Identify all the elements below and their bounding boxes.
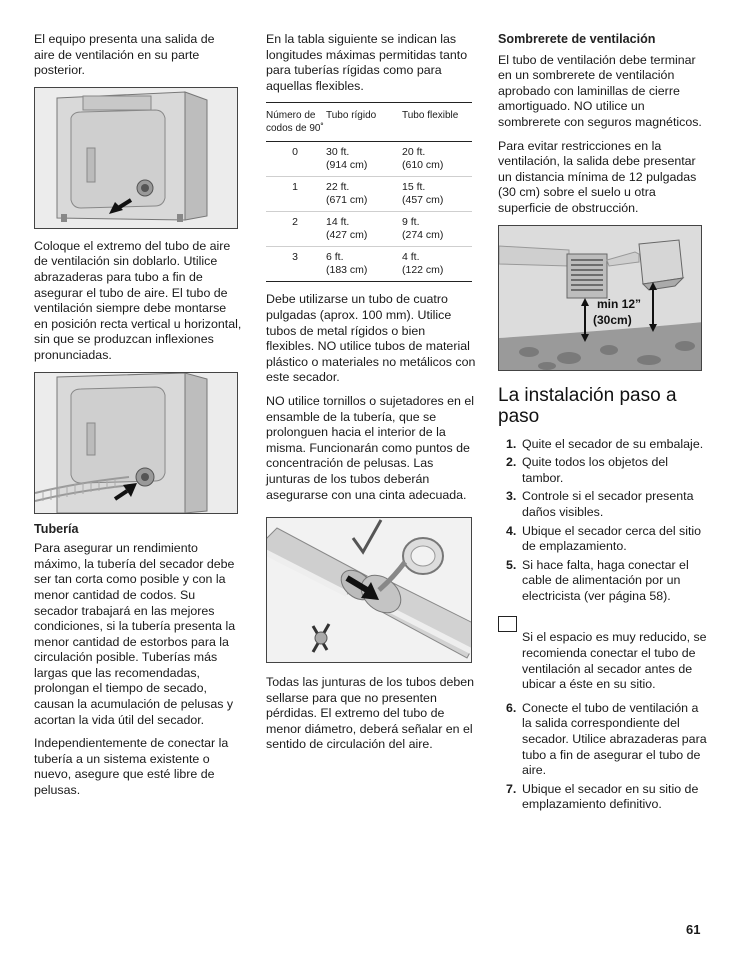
rigido-cm: (183 cm)	[326, 264, 368, 277]
cell-rigido	[326, 247, 402, 282]
tube-material-paragraph: Debe utilizarse un tubo de cuatro pulgadas (aprox. 100 mm). Utilice tubos de metal rígidos o bien flexibles. NO utilice tubos de material plástico o materiales no metálicos con este secador.	[266, 292, 476, 385]
step-text: Ubique el secador cerca del sitio de emplazamiento.	[522, 523, 702, 554]
cell-rigido	[326, 142, 402, 177]
step-number: 6.	[506, 700, 517, 715]
vent-tube-instructions: Coloque el extremo del tubo de aire de ventilación sin doblarlo. Utilice abrazaderas para tubo a fin de asegurar el tubo de aire. El tubo de ventilación siempre debe montarse en posición recta vertical u horizontal, sin que se produzcan inflexiones pronunciadas.	[34, 238, 242, 362]
sombrerete-paragraph: El tubo de ventilación debe terminar en un sombrerete de ventilación aprobado con laminillas de cierre amortiguado. NO utilice un sombrerete con seguros magnéticos.	[498, 52, 702, 129]
flexible-cm: (274 cm)	[402, 229, 444, 242]
seal-joints-paragraph: Todas las junturas de los tubos deben sellarse para que no presenten pérdidas. El extremo del tubo de menor diámetro, deberá señalar en el sentido de circulación del aire.	[266, 675, 475, 752]
step-number: 1.	[506, 436, 517, 451]
list-item	[498, 701, 708, 779]
flexible-cm: (457 cm)	[402, 194, 444, 207]
rigido-ft: 6 ft.	[326, 251, 344, 264]
tube-joint-tape-image	[267, 518, 472, 663]
rigido-cm: (914 cm)	[326, 159, 368, 172]
table-row	[266, 177, 472, 212]
header-codos: Número de codos de 90˚	[266, 103, 326, 142]
lint-free-paragraph: Independientemente de conectar la tubería a un sistema existente o nuevo, asegure que esté libre de pelusas.	[34, 736, 229, 798]
vent-length-table	[266, 102, 472, 282]
cell-codos: 3	[266, 247, 326, 282]
step-number: 5.	[506, 557, 517, 572]
note-block	[498, 616, 708, 692]
note-text: Si el espacio es muy reducido, se recomienda conectar el tubo de ventilación al secador antes de ubicar a éste en su sitio.	[522, 630, 707, 692]
section-title-tuberia: Tubería	[34, 521, 79, 536]
installation-steps-list-continued	[498, 701, 708, 813]
dryer-back-illustration	[34, 87, 238, 229]
flexible-ft: 15 ft.	[402, 181, 426, 194]
table-row	[266, 142, 472, 177]
step-number: 4.	[506, 523, 517, 538]
header-rigido: Tubo rígido	[326, 103, 402, 142]
page-number: 61	[686, 922, 701, 937]
section-title-sombrerete: Sombrerete de ventilación	[498, 32, 656, 46]
flexible-ft: 9 ft.	[402, 216, 420, 229]
step-number: 3.	[506, 489, 517, 504]
table-intro-paragraph: En la tabla siguiente se indican las longitudes máximas permitidas tanto para tuberías rígidas como para aquellas flexibles.	[266, 32, 468, 93]
cell-codos: 1	[266, 177, 326, 212]
step-text: Quite el secador de su embalaje.	[522, 436, 704, 451]
cell-codos: 2	[266, 212, 326, 247]
installation-steps-list	[498, 437, 708, 605]
clearance-label-cm: (30cm)	[593, 312, 632, 327]
step-text: Conecte el tubo de ventilación a la salida correspondiente del secador. Utilice abrazaderas para tubo a fin de asegurar el tubo de aire.	[522, 700, 707, 778]
tube-joint-illustration	[266, 517, 472, 663]
dryer-flexible-hose-image	[35, 373, 238, 514]
list-item	[498, 437, 708, 453]
list-item	[498, 489, 708, 520]
clearance-label-inches: min 12”	[597, 296, 642, 311]
table-row	[266, 247, 472, 282]
rigido-cm: (427 cm)	[326, 229, 368, 242]
list-item	[498, 524, 708, 555]
table-header-row	[266, 103, 472, 142]
no-screws-paragraph: NO utilice tornillos o sujetadores en el ensamble de la tubería, que se prolonguen hacia el interior de la misma. Funcionarán como puntos de concentración de pelusas. Las junturas de los tubos deberán asegurarse con una cinta adecuada.	[266, 393, 474, 502]
column-middle	[266, 32, 476, 761]
section-heading-installation: La instalación paso a paso	[498, 384, 677, 427]
list-item	[498, 558, 708, 605]
note-icon	[498, 616, 517, 632]
step-text: Quite todos los objetos del tambor.	[522, 455, 669, 485]
intro-paragraph: El equipo presenta una salida de aire de ventilación en su parte posterior.	[34, 32, 215, 78]
clearance-paragraph: Para evitar restricciones en la ventilación, la salida debe presentar un distancia mínima de 12 pulgadas (30 cm) sobre el suelo u otra superficie de obstrucción.	[498, 138, 697, 215]
tuberia-paragraph: Para asegurar un rendimiento máximo, la tubería del secador debe ser tan corta como posible y con la menor cantidad de codos. Su secador trabajará en las mejores condiciones, si la tubería presenta la menor cantidad de estorbos para la circulación posible. Tuberías más largas que las recomendadas, prolongan el tiempo de secado, causan la acumulación de pelusas y acortan la vida útil del secador.	[34, 541, 236, 727]
vent-hood-illustration	[498, 225, 702, 371]
step-number: 2.	[506, 455, 517, 470]
rigido-ft: 22 ft.	[326, 181, 350, 194]
cell-flexible	[402, 212, 472, 247]
vent-hood-clearance-image	[499, 226, 702, 371]
rigido-cm: (671 cm)	[326, 194, 368, 207]
cell-codos: 0	[266, 142, 326, 177]
flexible-ft: 20 ft.	[402, 146, 426, 159]
cell-rigido	[326, 212, 402, 247]
cell-rigido	[326, 177, 402, 212]
dryer-hose-illustration	[34, 372, 238, 514]
cell-flexible	[402, 142, 472, 177]
rigido-ft: 30 ft.	[326, 146, 350, 159]
step-number: 7.	[506, 781, 517, 796]
list-item	[498, 455, 708, 486]
cell-flexible	[402, 247, 472, 282]
rigido-ft: 14 ft.	[326, 216, 350, 229]
column-right	[498, 32, 708, 816]
list-item	[498, 782, 708, 813]
step-text: Controle si el secador presenta daños visibles.	[522, 489, 694, 519]
header-flexible: Tubo flexible	[402, 103, 472, 142]
step-text: Si hace falta, haga conectar el cable de alimentación por un electricista (ver página 58).	[522, 557, 689, 603]
dryer-vent-outlet-image	[35, 88, 238, 229]
flexible-cm: (610 cm)	[402, 159, 444, 172]
column-left	[34, 32, 242, 807]
step-text: Ubique el secador en su sitio de emplazamiento definitivo.	[522, 781, 699, 812]
flexible-cm: (122 cm)	[402, 264, 444, 277]
cell-flexible	[402, 177, 472, 212]
flexible-ft: 4 ft.	[402, 251, 420, 264]
table-row	[266, 212, 472, 247]
